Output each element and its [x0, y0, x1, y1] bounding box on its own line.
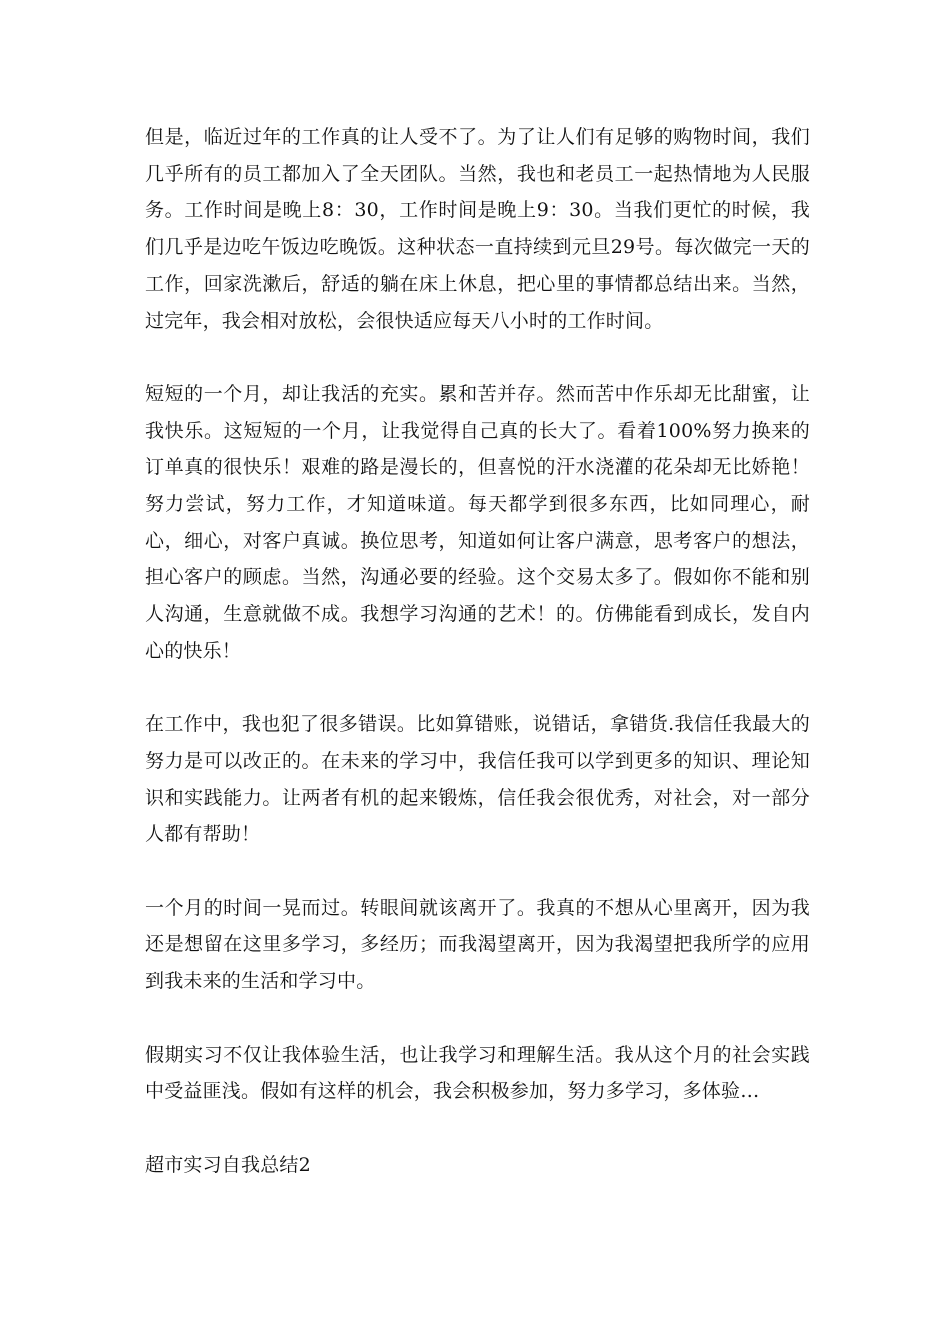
document-body [145, 119, 810, 1183]
section-heading: 超市实习自我总结2 [145, 1153, 311, 1176]
paragraph-5: 假期实习不仅让我体验生活，也让我学习和理解生活。我从这个月的社会实践中受益匪浅。假如有这样的机会，我会积极参加，努力多学习，多体验… [145, 1043, 810, 1103]
paragraph-1: 但是，临近过年的工作真的让人受不了。为了让人们有足够的购物时间，我们几乎所有的员工都加入了全天团队。当然，我也和老员工一起热情地为人民服务。工作时间是晚上8：30，工作时间是晚上9：30。当我们更忙的时候，我们几乎是边吃午饭边吃晚饭。这种状态一直持续到元旦29号。每次做完一天的工作，回家洗漱后，舒适的躺在床上休息，把心里的事情都总结出来。当然，过完年，我会相对放松，会很快适应每天八小时的工作时间。 [145, 126, 810, 332]
paragraph-2: 短短的一个月，却让我活的充实。累和苦并存。然而苦中作乐却无比甜蜜，让我快乐。这短短的一个月，让我觉得自己真的长大了。看着100%努力换来的订单真的很快乐！艰难的路是漫长的，但喜悦的汗水浇灌的花朵却无比娇艳！努力尝试，努力工作，才知道味道。每天都学到很多东西，比如同理心，耐心，细心，对客户真诚。换位思考，知道如何让客户满意，思考客户的想法，担心客户的顾虑。当然，沟通必要的经验。这个交易太多了。假如你不能和别人沟通，生意就做不成。我想学习沟通的艺术！的。仿佛能看到成长，发自内心的快乐！ [145, 382, 810, 662]
paragraph-4: 一个月的时间一晃而过。转眼间就该离开了。我真的不想从心里离开，因为我还是想留在这里多学习，多经历；而我渴望离开，因为我渴望把我所学的应用到我未来的生活和学习中。 [145, 896, 810, 993]
paragraph-3: 在工作中，我也犯了很多错误。比如算错账，说错话，拿错货.我信任我最大的努力是可以改正的。在未来的学习中，我信任我可以学到更多的知识、理论知识和实践能力。让两者有机的起来锻炼，信任我会很优秀，对社会，对一部分人都有帮助！ [145, 713, 810, 846]
